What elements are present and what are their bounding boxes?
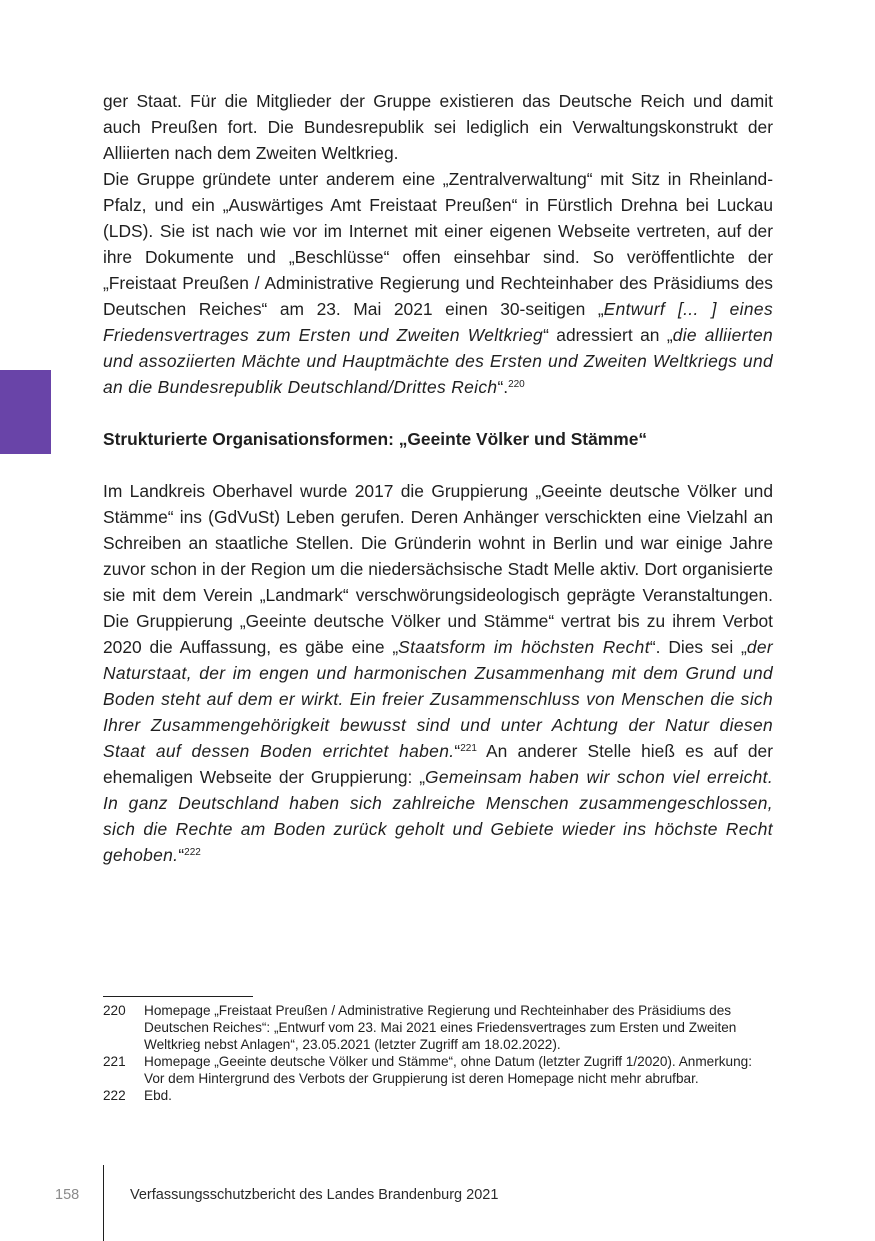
paragraph-2: Die Gruppe gründete unter anderem eine „Zentralverwaltung“ mit Sitz in Rheinland-Pfalz, und ein „Auswärtiges Amt Freistaat Preußen“ in Fürstlich Drehna bei Luckau (LDS). Sie ist nach wie vor im Internet mit einer eigenen Webseite vertreten, auf der ihre Dokumente und „Beschlüsse“ offen einsehbar sind. So veröffentlichte der „Freistaat Preußen / Administrative Regierung und Rechteinhaber des Präsidiums des Deutschen Reiches“ am 23. Mai 2021 einen 30-seitigen „Entwurf [... ] eines Friedensvertrages zum Ersten und Zweiten Weltkrieg“ adressiert an „die alliierten und assoziierten Mächte und Hauptmächte des Ersten und Zweiten Weltkriegs und an die Bundesrepublik Deutschland/Drittes Reich“.$^{220}$ xyxy=(103,169,774,397)
main-text xyxy=(103,88,773,868)
section-heading: Strukturierte Organisationsformen: „Geeinte Völker und Stämme“ xyxy=(103,429,648,449)
footnote-ref-222: 222 xyxy=(184,847,201,858)
footnotes xyxy=(103,1002,773,1104)
paragraph-1: ger Staat. Für die Mitglieder der Gruppe existieren das Deutsche Reich und damit auch Preußen fort. Die Bundesrepublik sei lediglich ein Verwaltungskonstrukt der Alliierten nach dem Zweiten Weltkrieg. xyxy=(103,91,773,163)
footnote-divider xyxy=(103,996,253,997)
running-title: Verfassungsschutzbericht des Landes Brandenburg 2021 xyxy=(130,1187,499,1203)
footnote-222: 222 Ebd. xyxy=(103,1088,172,1103)
footer-divider xyxy=(103,1165,104,1241)
chapter-marker-tab xyxy=(0,370,51,454)
paragraph-3: Im Landkreis Oberhavel wurde 2017 die Gruppierung „Geeinte deutsche Völker und Stämme“ ins (GdVuSt) Leben gerufen. Deren Anhänger verschickten eine Vielzahl an Schreiben an staatliche Stellen. Die Gründerin wohnt in Berlin und war einige Jahre zuvor schon in der Region um die niedersächsische Stadt Melle aktiv. Dort organisierte sie mit dem Verein „Landmark“ verschwörungsideologisch geprägte Veranstaltungen. Die Gruppierung „Geeinte deutsche Völker und Stämme“ vertrat bis zu ihrem Verbot 2020 die Auffassung, es gäbe eine „Staatsform im höchsten Recht“. Dies sei „der Naturstaat, der im engen und harmonischen Zusammenhang mit dem Grund und Boden steht auf dem er wirkt. Ein freier Zusammenschluss von Menschen die sich Ihrer Zusammengehörigkeit bewusst sind und unter Achtung der Natur diesen Staat auf dessen Boden errichtet haben.“$^{221}$ An anderer Stelle hieß es auf der ehemaligen Webseite der Gruppierung: „Gemeinsam haben wir schon viel erreicht. In ganz Deutschland haben sich zahlreiche Menschen zusammengeschlossen, sich die Rechte am Boden zurück geholt und Gebiete wieder ins höchste Recht gehoben.“$^{222}$ xyxy=(103,481,773,865)
page-number: 158 xyxy=(55,1187,80,1203)
footnote-ref-221: 221 xyxy=(460,743,477,754)
footnote-ref-220: 220 xyxy=(508,379,525,390)
footnote-221: 221 Homepage „Geeinte deutsche Völker und Stämme“, ohne Datum (letzter Zugriff 1/2020). Anmerkung: Vor dem Hintergrund des Verbots der Gruppierung ist deren Homepage nicht mehr abrufbar. xyxy=(103,1054,753,1086)
footnote-220: 220 Homepage „Freistaat Preußen / Administrative Regierung und Rechteinhaber des Präsidiums des Deutschen Reiches“: „Entwurf vom 23. Mai 2021 eines Friedensvertrages zum Ersten und Zweiten Weltkrieg nebst Anlagen“, 23.05.2021 (letzter Zugriff am 18.02.2022). xyxy=(103,1003,737,1052)
